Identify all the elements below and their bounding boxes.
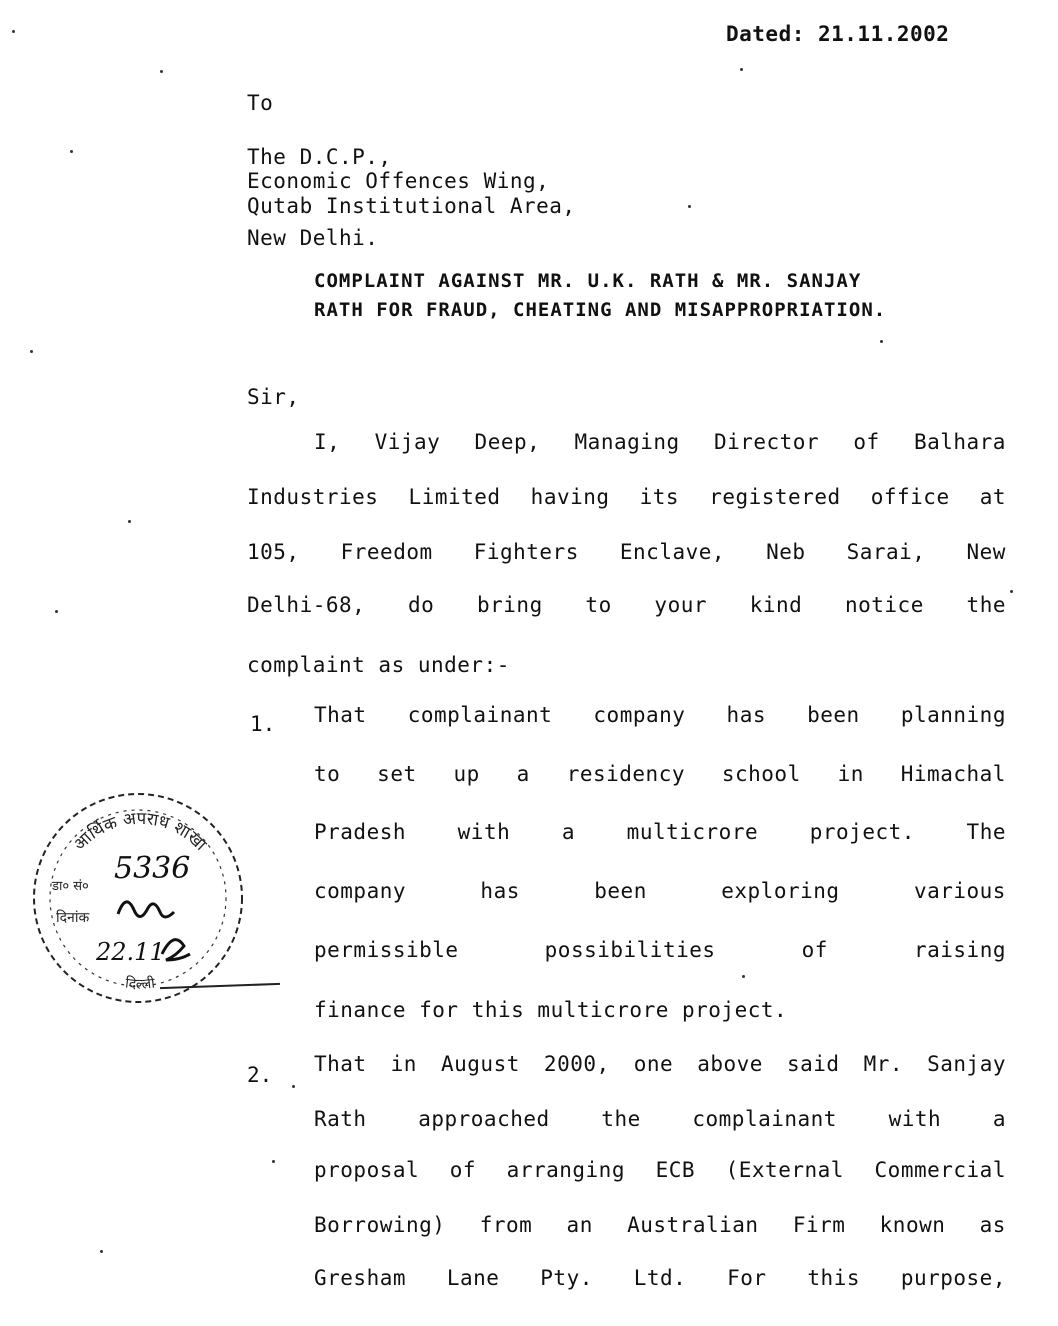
word: Pradesh	[314, 820, 407, 844]
word: has	[726, 703, 766, 727]
stamp-number: 5336	[114, 851, 191, 886]
intro-line: complaint as under:-	[247, 653, 510, 677]
address-line: New Delhi.	[247, 226, 379, 250]
word: do	[408, 593, 435, 617]
word: a	[516, 762, 530, 786]
word: Neb	[766, 540, 806, 564]
point-line: finance for this multicrore project.	[314, 998, 788, 1022]
scan-speck	[30, 350, 33, 353]
word: That	[314, 1052, 367, 1076]
word: Commercial	[874, 1158, 1006, 1182]
word: complainant	[407, 703, 553, 727]
stamp-line2-prefix: डा० सं०	[52, 879, 89, 894]
word: company	[593, 703, 686, 727]
scan-speck	[880, 340, 883, 343]
word: Sanjay	[927, 1052, 1006, 1076]
word: at	[979, 485, 1006, 509]
word: of	[449, 1158, 477, 1182]
point-line	[314, 1213, 1006, 1237]
word: one	[633, 1052, 674, 1076]
letter-to: To	[247, 91, 274, 115]
word: set	[377, 762, 417, 786]
word: Lane	[446, 1266, 500, 1290]
letter-date: Dated: 21.11.2002	[726, 22, 950, 46]
scan-speck	[55, 610, 58, 613]
word: a	[992, 1107, 1006, 1131]
scan-speck	[272, 1160, 275, 1163]
word: kind	[749, 593, 803, 617]
scan-speck	[742, 975, 745, 978]
word: 105,	[247, 540, 300, 564]
word: registered	[709, 485, 841, 509]
word: Managing	[574, 430, 680, 454]
scan-speck	[292, 1085, 295, 1088]
word: been	[807, 703, 860, 727]
word: purpose,	[900, 1266, 1006, 1290]
word: above	[697, 1052, 763, 1076]
word: residency	[566, 762, 685, 786]
word: an	[566, 1213, 593, 1237]
word: Balhara	[913, 430, 1006, 454]
word: has	[480, 879, 520, 903]
word: Borrowing)	[314, 1213, 446, 1237]
word: That	[314, 703, 367, 727]
word: (External	[725, 1158, 844, 1182]
word: Freedom	[340, 540, 433, 564]
word: said	[786, 1052, 840, 1076]
word: Deep,	[474, 430, 541, 454]
scan-speck	[100, 1250, 103, 1253]
point-line	[314, 1052, 1006, 1076]
word: 2000,	[543, 1052, 610, 1076]
stamp-handwritten-date: 22.11	[96, 938, 165, 966]
stamp-top-text: आर्थिक अपराध शाखा	[69, 808, 211, 855]
word: The	[966, 820, 1006, 844]
scan-speck	[12, 30, 15, 33]
stamp-date-prefix: दिनांक	[56, 910, 90, 926]
word: permissible	[314, 938, 459, 962]
point-line	[314, 1107, 1006, 1131]
point-number: 2.	[247, 1063, 273, 1087]
intro-line	[314, 430, 1006, 454]
word: Firm	[792, 1213, 846, 1237]
svg-text:दिल्ली	[124, 974, 156, 992]
subject-text: RATH FOR FRAUD, CHEATING AND MISAPPROPRIATION.	[314, 299, 887, 321]
word: complainant	[692, 1107, 837, 1131]
word: Delhi-68,	[247, 593, 366, 617]
word: Australian	[627, 1213, 759, 1237]
word: Ltd.	[633, 1266, 687, 1290]
stamp-date-scribble	[162, 940, 190, 960]
word: office	[870, 485, 950, 509]
word: Industries	[247, 485, 379, 509]
word: August	[441, 1052, 520, 1076]
word: Director	[713, 430, 820, 454]
word: ECB	[655, 1158, 696, 1182]
word: arranging	[506, 1158, 625, 1182]
word: possibilities	[544, 938, 716, 962]
word: with	[888, 1107, 942, 1131]
word: approached	[418, 1107, 550, 1131]
point-line	[314, 703, 1006, 727]
word: Himachal	[900, 762, 1006, 786]
subject-text: COMPLAINT AGAINST MR. U.K. RATH & MR. SANJAY	[314, 270, 862, 292]
intro-line	[247, 540, 1006, 564]
point-line	[314, 762, 1006, 786]
scan-speck	[688, 205, 691, 208]
word: Mr.	[863, 1052, 904, 1076]
address-line: Qutab Institutional Area,	[247, 194, 576, 218]
address-line: Economic Offences Wing,	[247, 169, 550, 193]
word: exploring	[721, 879, 840, 903]
word: known	[879, 1213, 946, 1237]
word: its	[639, 485, 680, 509]
point-line	[314, 879, 1006, 903]
word: planning	[900, 703, 1006, 727]
intro-line	[247, 485, 1006, 509]
point-number: 1.	[250, 712, 276, 736]
point-line	[314, 938, 1006, 962]
word: various	[913, 879, 1006, 903]
word: raising	[913, 938, 1006, 962]
scan-speck	[70, 150, 73, 153]
word: a	[561, 820, 576, 844]
word: the	[966, 593, 1006, 617]
word: school	[721, 762, 801, 786]
word: project.	[809, 820, 915, 844]
word: Pty.	[540, 1266, 593, 1290]
stamp-bottom-text: दिल्ली	[124, 975, 156, 993]
word: in	[837, 762, 864, 786]
word: company	[314, 879, 407, 903]
word: Fighters	[473, 540, 579, 564]
word: this	[807, 1266, 860, 1290]
word: proposal	[314, 1158, 420, 1182]
point-line	[314, 1266, 1006, 1290]
word: Gresham	[314, 1266, 407, 1290]
word: New	[966, 540, 1006, 564]
scan-speck	[160, 70, 163, 73]
address-line: The D.C.P.,	[247, 145, 392, 169]
scan-speck	[1010, 590, 1013, 593]
point-line	[314, 1158, 1006, 1182]
word: the	[601, 1107, 641, 1131]
word: I,	[314, 430, 341, 454]
word: as	[979, 1213, 1006, 1237]
word: your	[654, 593, 707, 617]
intro-line	[247, 593, 1006, 617]
word: up	[453, 762, 480, 786]
word: been	[594, 879, 647, 903]
word: multicrore	[626, 820, 759, 844]
word: of	[853, 430, 880, 454]
word: notice	[844, 593, 924, 617]
word: For	[727, 1266, 767, 1290]
stamp-signature	[118, 902, 174, 917]
point-line	[314, 820, 1006, 844]
scan-speck	[740, 68, 743, 71]
svg-text:आर्थिक अपराध शाखा	[70, 809, 211, 855]
word: with	[457, 820, 511, 844]
word: Rath	[314, 1107, 367, 1131]
word: to	[314, 762, 341, 786]
word: Enclave,	[619, 540, 726, 564]
scan-speck	[128, 520, 131, 523]
word: Vijay	[374, 430, 441, 454]
word: Sarai,	[846, 540, 926, 564]
word: of	[801, 938, 828, 962]
word: in	[390, 1052, 417, 1076]
received-stamp	[22, 782, 254, 1014]
word: bring	[477, 593, 543, 617]
word: Limited	[408, 485, 501, 509]
word: from	[479, 1213, 533, 1237]
word: to	[585, 593, 612, 617]
salutation: Sir,	[247, 385, 300, 409]
word: having	[530, 485, 610, 509]
